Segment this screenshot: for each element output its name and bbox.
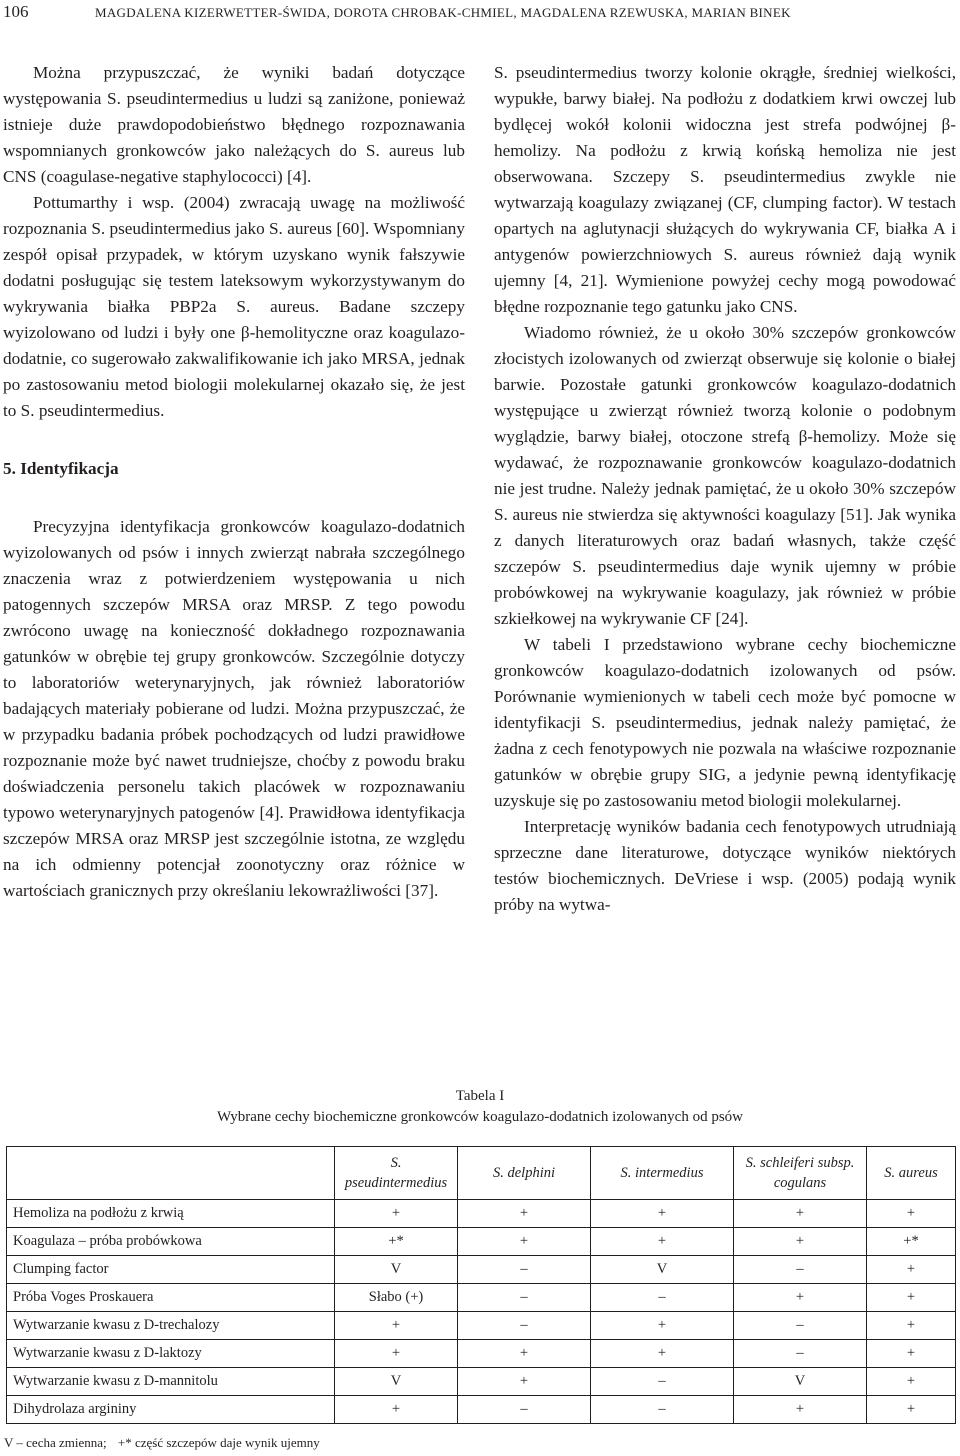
table-header-cell: S. intermedius	[591, 1147, 734, 1200]
table-cell: +	[734, 1396, 867, 1424]
table-row	[7, 1200, 956, 1228]
table-cell: +*	[335, 1228, 458, 1256]
table-cell: +	[591, 1200, 734, 1228]
table-row	[7, 1256, 956, 1284]
table-cell: –	[458, 1284, 591, 1312]
table-cell: +	[867, 1200, 956, 1228]
table-cell: +	[458, 1228, 591, 1256]
row-label: Próba Voges Proskauera	[7, 1284, 335, 1312]
table-row	[7, 1396, 956, 1424]
table-cell: +	[734, 1284, 867, 1312]
row-label: Hemoliza na podłożu z krwią	[7, 1200, 335, 1228]
row-label: Dihydrolaza argininy	[7, 1396, 335, 1424]
table-cell: +	[335, 1312, 458, 1340]
table-cell: +	[867, 1256, 956, 1284]
row-label: Clumping factor	[7, 1256, 335, 1284]
table-cell: –	[734, 1340, 867, 1368]
table-label: Tabela I	[455, 1088, 505, 1104]
row-label: Wytwarzanie kwasu z D-trechalozy	[7, 1312, 335, 1340]
biochem-table	[6, 1146, 956, 1424]
table-header-cell: S. pseudintermedius	[335, 1147, 458, 1200]
table-cell: Słabo (+)	[335, 1284, 458, 1312]
right-column	[494, 60, 956, 918]
table-cell: –	[458, 1396, 591, 1424]
paragraph: Można przypuszczać, że wyniki badań dotyczące występowania S. pseudintermedius u ludzi są zaniżone, ponieważ istnieje duże prawdopodobieństwo błędnego rozpoznawania wspomnianych gronkowców jako należących do S. aureus lub CNS (coagulase-negative staphylococci) [4].	[3, 63, 465, 186]
table-cell: V	[335, 1256, 458, 1284]
table-title: Wybrane cechy biochemiczne gronkowców koagulazo-dodatnich izolowanych od psów	[217, 1109, 743, 1125]
table-cell: +	[591, 1312, 734, 1340]
table-cell: +	[867, 1368, 956, 1396]
page-number: 106	[3, 2, 29, 21]
table-row	[7, 1228, 956, 1256]
table-cell: –	[734, 1256, 867, 1284]
table-cell: –	[591, 1284, 734, 1312]
table-row	[7, 1284, 956, 1312]
table-header-row	[7, 1147, 956, 1200]
table-cell: +	[867, 1284, 956, 1312]
paragraph: Wiadomo również, że u około 30% szczepów gronkowców złocistych izolowanych od zwierząt obserwuje się kolonie o białej barwie. Pozostałe gatunki gronkowców koagulazo-dodatnich występujące u zwierząt również tworzą kolonie o podobnym wyglądzie, barwy białej, otoczone strefą β-hemolizy. Może się wydawać, że rozpoznawanie gronkowców koagulazo-dodatnich nie jest trudne. Należy jednak pamiętać, że u około 30% szczepów S. aureus nie stwierdza się aktywności koagulazy [51]. Jak wynika z danych literaturowych oraz badań własnych, także część szczepów S. pseudintermedius daje wynik ujemny w próbie probówkowej na wykrywanie koagulazy, jak również w próbie szkiełkowej na wykrywanie CF [24].	[494, 323, 956, 628]
table-cell: V	[734, 1368, 867, 1396]
table-cell: +	[867, 1396, 956, 1424]
table-cell: –	[458, 1256, 591, 1284]
paragraph: S. pseudintermedius tworzy kolonie okrągłe, średniej wielkości, wypukłe, barwy białej. Na podłożu z dodatkiem krwi owczej lub bydlęcej wokół kolonii widoczna jest strefa podwójnej β-hemolizy. Na podłożu z krwią końską hemoliza nie jest obserwowana. Szczepy S. pseudintermedius zwykle nie wytwarzają koagulazy związanej (CF, clumping factor). W testach opartych na aglutynacji służących do wykrywania CF, białka A i antygenów powierzchniowych S. aureus również dają wynik ujemny [4, 21]. Wymienione powyżej cechy mogą powodować błędne rozpoznanie tego gatunku jako CNS.	[494, 63, 956, 316]
table-cell: +	[867, 1312, 956, 1340]
table-cell: –	[591, 1368, 734, 1396]
table-header-cell: S. aureus	[867, 1147, 956, 1200]
table-cell: +	[335, 1340, 458, 1368]
table-cell: V	[591, 1256, 734, 1284]
section-heading: 5. Identyfikacja	[3, 459, 119, 478]
footnote-variable: V – cecha zmienna;	[4, 1435, 107, 1450]
table-cell: +	[458, 1368, 591, 1396]
paragraph: Interpretację wyników badania cech fenotypowych utrudniają sprzeczne dane literaturowe, dotyczące wyników niektórych testów biochemicznych. DeVriese i wsp. (2005) podają wynik próby na wytwa-	[494, 817, 956, 914]
table-cell: +*	[867, 1228, 956, 1256]
table-row	[7, 1368, 956, 1396]
running-head: MAGDALENA KIZERWETTER-ŚWIDA, DOROTA CHROBAK-CHMIEL, MAGDALENA RZEWUSKA, MARIAN BINEK	[95, 5, 791, 20]
table-cell: –	[734, 1312, 867, 1340]
page-header	[0, 2, 960, 24]
table-cell: +	[458, 1200, 591, 1228]
table-row	[7, 1340, 956, 1368]
paragraph: W tabeli I przedstawiono wybrane cechy biochemiczne gronkowców koagulazo-dodatnich izolowanych od psów. Porównanie wymienionych w tabeli cech może być pomocne w identyfikacji S. pseudintermedius, jednak należy pamiętać, że żadna z cech fenotypowych nie pozwala na właściwe rozpoznanie gatunków w obrębie grupy SIG, a jedynie pewną identyfikację uzyskuje się po zastosowaniu metod biologii molekularnej.	[494, 635, 956, 810]
table-caption	[0, 1086, 960, 1128]
table-cell: –	[591, 1396, 734, 1424]
row-label: Wytwarzanie kwasu z D-laktozy	[7, 1340, 335, 1368]
table-cell: +	[335, 1396, 458, 1424]
table-cell: +	[867, 1340, 956, 1368]
row-label: Wytwarzanie kwasu z D-mannitolu	[7, 1368, 335, 1396]
table-cell: +	[335, 1200, 458, 1228]
row-label: Koagulaza – próba probówkowa	[7, 1228, 335, 1256]
paragraph: Precyzyjna identyfikacja gronkowców koagulazo-dodatnich wyizolowanych od psów i innych zwierząt nabrała szczególnego znaczenia wraz z potwierdzeniem występowania u nich patogennych szczepów MRSA oraz MRSP. Z tego powodu zwrócono uwagę na konieczność dokładnego rozpoznawania gatunków w obrębie tej grupy gronkowców. Szczególnie dotyczy to laboratoriów weterynaryjnych, jak również laboratoriów badających materiały pobierane od ludzi. Można przypuszczać, że w przypadku badania próbek pochodzących od ludzi prawidłowe rozpoznanie może być nawet trudniejsze, choćby z powodu braku doświadczenia personelu takich placówek w rozpoznawaniu typowo weterynaryjnych patogenów [4]. Prawidłowa identyfikacja szczepów MRSA oraz MRSP jest szczególnie istotna, ze względu na ich odmienny potencjał zoonotyczny oraz różnice w wartościach granicznych przy określaniu lekowrażliwości [37].	[3, 517, 465, 900]
table-cell: +	[734, 1200, 867, 1228]
footnote-asterisk: +* część szczepów daje wynik ujemny	[117, 1435, 320, 1450]
table-cell: +	[458, 1340, 591, 1368]
table-header-cell: S. delphini	[458, 1147, 591, 1200]
table-row	[7, 1312, 956, 1340]
table-cell: +	[591, 1340, 734, 1368]
table-cell: V	[335, 1368, 458, 1396]
table-footnote	[4, 1435, 328, 1451]
table-header-cell	[7, 1147, 335, 1200]
table-header-cell: S. schleiferi subsp. cogulans	[734, 1147, 867, 1200]
table-cell: –	[458, 1312, 591, 1340]
paragraph: Pottumarthy i wsp. (2004) zwracają uwagę na możliwość rozpoznania S. pseudintermedius jako S. aureus [60]. Wspomniany zespół opisał przypadek, w którym uzyskano wynik fałszywie dodatni posługując się testem lateksowym wykorzystywanym do wykrywania białka PBP2a S. aureus. Badane szczepy wyizolowano od ludzi i były one β-hemolityczne oraz koagulazo-dodatnie, co sugerowało zakwalifikowanie ich jako MRSA, jednak po zastosowaniu metod biologii molekularnej okazało się, że jest to S. pseudintermedius.	[3, 193, 465, 420]
table-cell: +	[591, 1228, 734, 1256]
left-column	[3, 60, 465, 904]
table-cell: +	[734, 1228, 867, 1256]
